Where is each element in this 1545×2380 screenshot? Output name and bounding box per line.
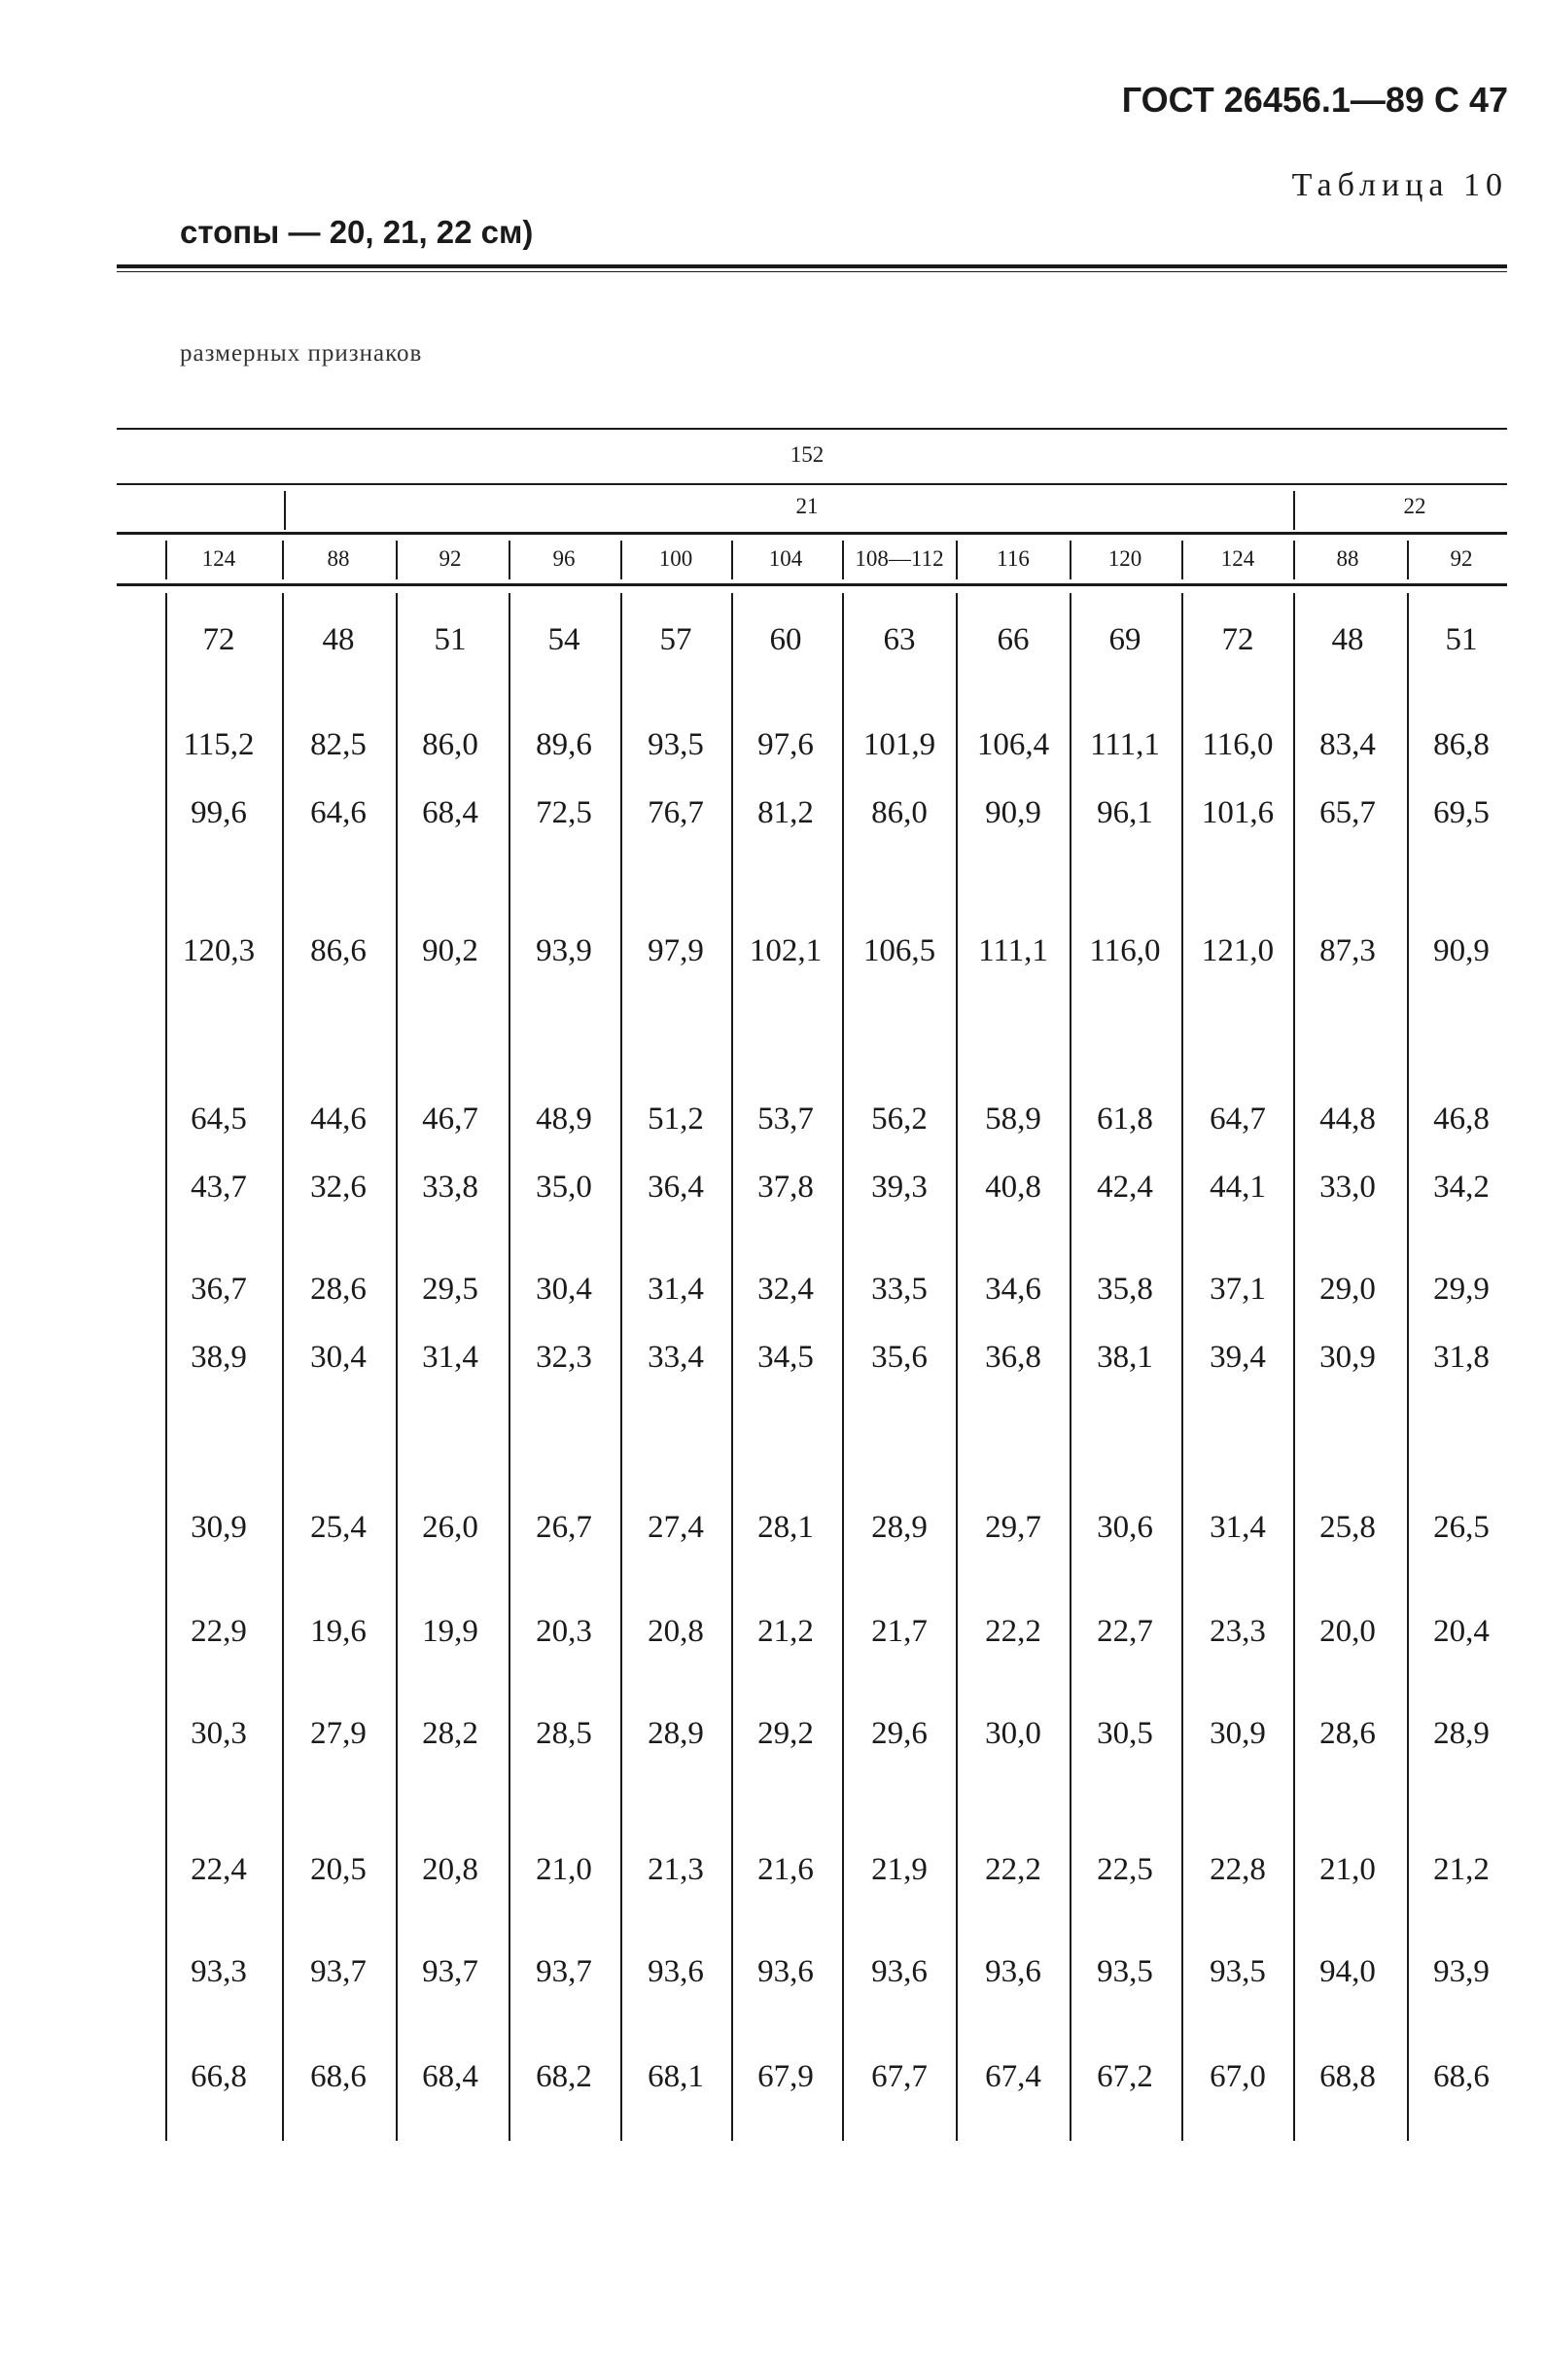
header-column-divider: [165, 541, 167, 579]
title-rule: [117, 264, 1507, 268]
table-cell: 27,9: [310, 1716, 367, 1751]
table-cell: 30,9: [1210, 1716, 1266, 1751]
table-cell: 20,4: [1433, 1614, 1490, 1649]
table-cell: 68,2: [536, 2059, 592, 2094]
table-cell: 93,5: [1097, 1954, 1153, 1989]
table-cell: 27,4: [648, 1510, 704, 1545]
table-cell: 68,4: [422, 2059, 478, 2094]
header-column-divider: [1407, 541, 1409, 579]
header-rule-1: [117, 483, 1507, 485]
table-cell: 81,2: [757, 795, 814, 830]
table-cell: 39,3: [871, 1170, 928, 1205]
table-cell: 51: [434, 622, 467, 657]
table-cell: 22,9: [191, 1614, 247, 1649]
table-cell: 97,9: [648, 933, 704, 968]
table-cell: 23,3: [1210, 1614, 1266, 1649]
table-cell: 116,0: [1089, 933, 1161, 968]
table-cell: 76,7: [648, 795, 704, 830]
table-cell: 64,6: [310, 795, 367, 830]
table-cell: 86,0: [422, 727, 478, 762]
table-cell: 25,4: [310, 1510, 367, 1545]
table-cell: 93,6: [985, 1954, 1041, 1989]
header-bottom-rule: [117, 583, 1507, 586]
column-divider: [1070, 593, 1071, 2141]
table-cell: 19,6: [310, 1614, 367, 1649]
table-cell: 32,4: [757, 1272, 814, 1307]
table-cell: 38,1: [1097, 1340, 1153, 1375]
table-cell: 22,8: [1210, 1852, 1266, 1887]
column-divider: [620, 593, 622, 2141]
header-rule-2: [117, 532, 1507, 535]
table-cell: 35,6: [871, 1340, 928, 1375]
table-cell: 54: [547, 622, 580, 657]
column-header: 124: [1220, 546, 1255, 571]
column-divider: [1407, 593, 1409, 2141]
table-cell: 60: [769, 622, 802, 657]
header-column-divider: [731, 541, 733, 579]
table-cell: 21,9: [871, 1852, 928, 1887]
table-cell: 30,5: [1097, 1716, 1153, 1751]
table-cell: 20,0: [1319, 1614, 1376, 1649]
table-cell: 69,5: [1433, 795, 1490, 830]
column-header: 96: [552, 546, 576, 571]
document-reference: ГОСТ 26456.1—89 С 47: [1121, 80, 1508, 120]
table-cell: 67,9: [757, 2059, 814, 2094]
table-cell: 21,2: [1433, 1852, 1490, 1887]
table-cell: 21,0: [1319, 1852, 1376, 1887]
table-cell: 35,0: [536, 1170, 592, 1205]
table-cell: 26,0: [422, 1510, 478, 1545]
table-cell: 30,3: [191, 1716, 247, 1751]
header-column-divider: [396, 541, 398, 579]
table-cell: 67,0: [1210, 2059, 1266, 2094]
table-cell: 21,6: [757, 1852, 814, 1887]
header-divider: [284, 491, 286, 530]
table-cell: 34,5: [757, 1340, 814, 1375]
table-cell: 90,9: [1433, 933, 1490, 968]
table-cell: 22,4: [191, 1852, 247, 1887]
table-cell: 68,6: [1433, 2059, 1490, 2094]
table-cell: 90,9: [985, 795, 1041, 830]
table-cell: 99,6: [191, 795, 247, 830]
table-cell: 35,8: [1097, 1272, 1153, 1307]
table-cell: 21,3: [648, 1852, 704, 1887]
table-cell: 28,6: [1319, 1716, 1376, 1751]
column-divider: [396, 593, 398, 2141]
header-column-divider: [842, 541, 844, 579]
table-cell: 29,9: [1433, 1272, 1490, 1307]
table-cell: 68,6: [310, 2059, 367, 2094]
table-cell: 28,9: [871, 1510, 928, 1545]
table-cell: 48: [1331, 622, 1364, 657]
table-cell: 30,4: [310, 1340, 367, 1375]
header-column-divider: [1293, 541, 1295, 579]
table-cell: 28,9: [1433, 1716, 1490, 1751]
table-cell: 33,0: [1319, 1170, 1376, 1205]
table-cell: 43,7: [191, 1170, 247, 1205]
column-divider: [165, 593, 167, 2141]
table-cell: 93,9: [536, 933, 592, 968]
table-cell: 83,4: [1319, 727, 1376, 762]
header-divider: [1293, 491, 1295, 530]
column-header: 92: [439, 546, 462, 571]
table-cell: 36,4: [648, 1170, 704, 1205]
header-column-divider: [956, 541, 958, 579]
table-cell: 46,8: [1433, 1102, 1490, 1137]
column-header: 88: [1336, 546, 1359, 571]
table-cell: 44,1: [1210, 1170, 1266, 1205]
table-cell: 38,9: [191, 1340, 247, 1375]
header-column-divider: [1181, 541, 1183, 579]
table-cell: 58,9: [985, 1102, 1041, 1137]
height-group-label: 152: [790, 442, 825, 467]
table-cell: 48,9: [536, 1102, 592, 1137]
table-cell: 34,2: [1433, 1170, 1490, 1205]
table-cell: 29,7: [985, 1510, 1041, 1545]
table-cell: 20,5: [310, 1852, 367, 1887]
table-cell: 32,6: [310, 1170, 367, 1205]
table-cell: 28,6: [310, 1272, 367, 1307]
table-cell: 30,9: [1319, 1340, 1376, 1375]
table-cell: 86,0: [871, 795, 928, 830]
table-cell: 33,5: [871, 1272, 928, 1307]
table-cell: 106,5: [862, 933, 936, 968]
table-cell: 46,7: [422, 1102, 478, 1137]
table-cell: 64,7: [1210, 1102, 1266, 1137]
header-column-divider: [509, 541, 510, 579]
table-cell: 30,4: [536, 1272, 592, 1307]
table-cell: 101,9: [862, 727, 936, 762]
table-cell: 57: [659, 622, 692, 657]
table-cell: 86,6: [310, 933, 367, 968]
table-cell: 68,4: [422, 795, 478, 830]
table-cell: 94,0: [1319, 1954, 1376, 1989]
table-cell: 87,3: [1319, 933, 1376, 968]
table-cell: 29,5: [422, 1272, 478, 1307]
table-cell: 31,4: [648, 1272, 704, 1307]
column-header: 100: [658, 546, 693, 571]
table-cell: 28,2: [422, 1716, 478, 1751]
table-cell: 25,8: [1319, 1510, 1376, 1545]
table-cell: 97,6: [757, 727, 814, 762]
table-cell: 93,5: [1210, 1954, 1266, 1989]
table-cell: 93,9: [1433, 1954, 1490, 1989]
table-cell: 67,7: [871, 2059, 928, 2094]
table-cell: 22,7: [1097, 1614, 1153, 1649]
table-cell: 21,0: [536, 1852, 592, 1887]
table-cell: 56,2: [871, 1102, 928, 1137]
table-cell: 26,7: [536, 1510, 592, 1545]
table-cell: 115,2: [183, 727, 255, 762]
table-cell: 66,8: [191, 2059, 247, 2094]
column-divider: [1293, 593, 1295, 2141]
table-cell: 61,8: [1097, 1102, 1153, 1137]
column-header: 116: [997, 546, 1030, 571]
table-cell: 93,6: [648, 1954, 704, 1989]
table-cell: 68,1: [648, 2059, 704, 2094]
table-cell: 40,8: [985, 1170, 1041, 1205]
table-cell: 86,8: [1433, 727, 1490, 762]
column-divider: [842, 593, 844, 2141]
column-divider: [731, 593, 733, 2141]
foot-group-21-label: 21: [795, 494, 819, 518]
table-cell: 21,7: [871, 1614, 928, 1649]
foot-group-22-label: 22: [1403, 494, 1426, 518]
table-cell: 44,6: [310, 1102, 367, 1137]
table-cell: 31,4: [422, 1340, 478, 1375]
table-cell: 28,1: [757, 1510, 814, 1545]
table-cell: 33,4: [648, 1340, 704, 1375]
table-top-rule: [117, 428, 1507, 430]
title-rule-thin: [117, 271, 1507, 272]
table-cell: 69: [1108, 622, 1141, 657]
table-cell: 20,3: [536, 1614, 592, 1649]
table-cell: 116,0: [1202, 727, 1274, 762]
table-cell: 72: [1221, 622, 1254, 657]
table-cell: 22,2: [985, 1852, 1041, 1887]
table-cell: 48: [322, 622, 355, 657]
table-cell: 67,2: [1097, 2059, 1153, 2094]
table-cell: 29,6: [871, 1716, 928, 1751]
table-cell: 34,6: [985, 1272, 1041, 1307]
table-cell: 121,0: [1201, 933, 1275, 968]
table-cell: 44,8: [1319, 1102, 1376, 1137]
table-cell: 19,9: [422, 1614, 478, 1649]
column-header: 92: [1450, 546, 1473, 571]
column-header: 88: [327, 546, 350, 571]
table-cell: 42,4: [1097, 1170, 1153, 1205]
table-cell: 51,2: [648, 1102, 704, 1137]
table-cell: 37,8: [757, 1170, 814, 1205]
table-cell: 67,4: [985, 2059, 1041, 2094]
table-cell: 53,7: [757, 1102, 814, 1137]
table-cell: 51: [1445, 622, 1478, 657]
table-cell: 29,0: [1319, 1272, 1376, 1307]
table-cell: 28,5: [536, 1716, 592, 1751]
header-column-divider: [1070, 541, 1071, 579]
column-divider: [282, 593, 284, 2141]
table-cell: 31,8: [1433, 1340, 1490, 1375]
column-header: 104: [768, 546, 803, 571]
table-cell: 64,5: [191, 1102, 247, 1137]
table-cell: 93,7: [536, 1954, 592, 1989]
table-cell: 22,2: [985, 1614, 1041, 1649]
column-header: 108—112: [855, 546, 944, 571]
table-cell: 39,4: [1210, 1340, 1266, 1375]
table-cell: 89,6: [536, 727, 592, 762]
subtitle: размерных признаков: [180, 340, 423, 367]
table-cell: 93,7: [310, 1954, 367, 1989]
table-cell: 96,1: [1097, 795, 1153, 830]
column-divider: [1181, 593, 1183, 2141]
table-cell: 31,4: [1210, 1510, 1266, 1545]
table-label: Таблица 10: [1291, 167, 1508, 203]
table-cell: 66: [997, 622, 1030, 657]
table-cell: 111,1: [1090, 727, 1160, 762]
table-cell: 93,6: [757, 1954, 814, 1989]
header-column-divider: [620, 541, 622, 579]
table-cell: 29,2: [757, 1716, 814, 1751]
table-cell: 33,8: [422, 1170, 478, 1205]
table-cell: 72,5: [536, 795, 592, 830]
column-header: 120: [1107, 546, 1142, 571]
column-divider: [956, 593, 958, 2141]
table-cell: 101,6: [1201, 795, 1275, 830]
table-cell: 68,8: [1319, 2059, 1376, 2094]
table-cell: 37,1: [1210, 1272, 1266, 1307]
table-cell: 36,7: [191, 1272, 247, 1307]
table-cell: 93,7: [422, 1954, 478, 1989]
table-cell: 93,5: [648, 727, 704, 762]
table-cell: 63: [883, 622, 916, 657]
table-cell: 20,8: [648, 1614, 704, 1649]
table-cell: 32,3: [536, 1340, 592, 1375]
table-cell: 21,2: [757, 1614, 814, 1649]
table-cell: 22,5: [1097, 1852, 1153, 1887]
table-cell: 106,4: [976, 727, 1050, 762]
table-cell: 90,2: [422, 933, 478, 968]
column-header: 124: [201, 546, 236, 571]
header-column-divider: [282, 541, 284, 579]
table-cell: 93,3: [191, 1954, 247, 1989]
table-cell: 20,8: [422, 1852, 478, 1887]
table-cell: 36,8: [985, 1340, 1041, 1375]
table-cell: 65,7: [1319, 795, 1376, 830]
table-cell: 30,9: [191, 1510, 247, 1545]
table-cell: 93,6: [871, 1954, 928, 1989]
table-cell: 120,3: [182, 933, 256, 968]
table-cell: 30,0: [985, 1716, 1041, 1751]
table-cell: 26,5: [1433, 1510, 1490, 1545]
table-cell: 102,1: [749, 933, 823, 968]
section-title: стопы — 20, 21, 22 см): [180, 214, 534, 250]
table-cell: 30,6: [1097, 1510, 1153, 1545]
table-cell: 28,9: [648, 1716, 704, 1751]
table-cell: 82,5: [310, 727, 367, 762]
table-cell: 111,1: [978, 933, 1048, 968]
column-divider: [509, 593, 510, 2141]
table-cell: 72: [202, 622, 235, 657]
